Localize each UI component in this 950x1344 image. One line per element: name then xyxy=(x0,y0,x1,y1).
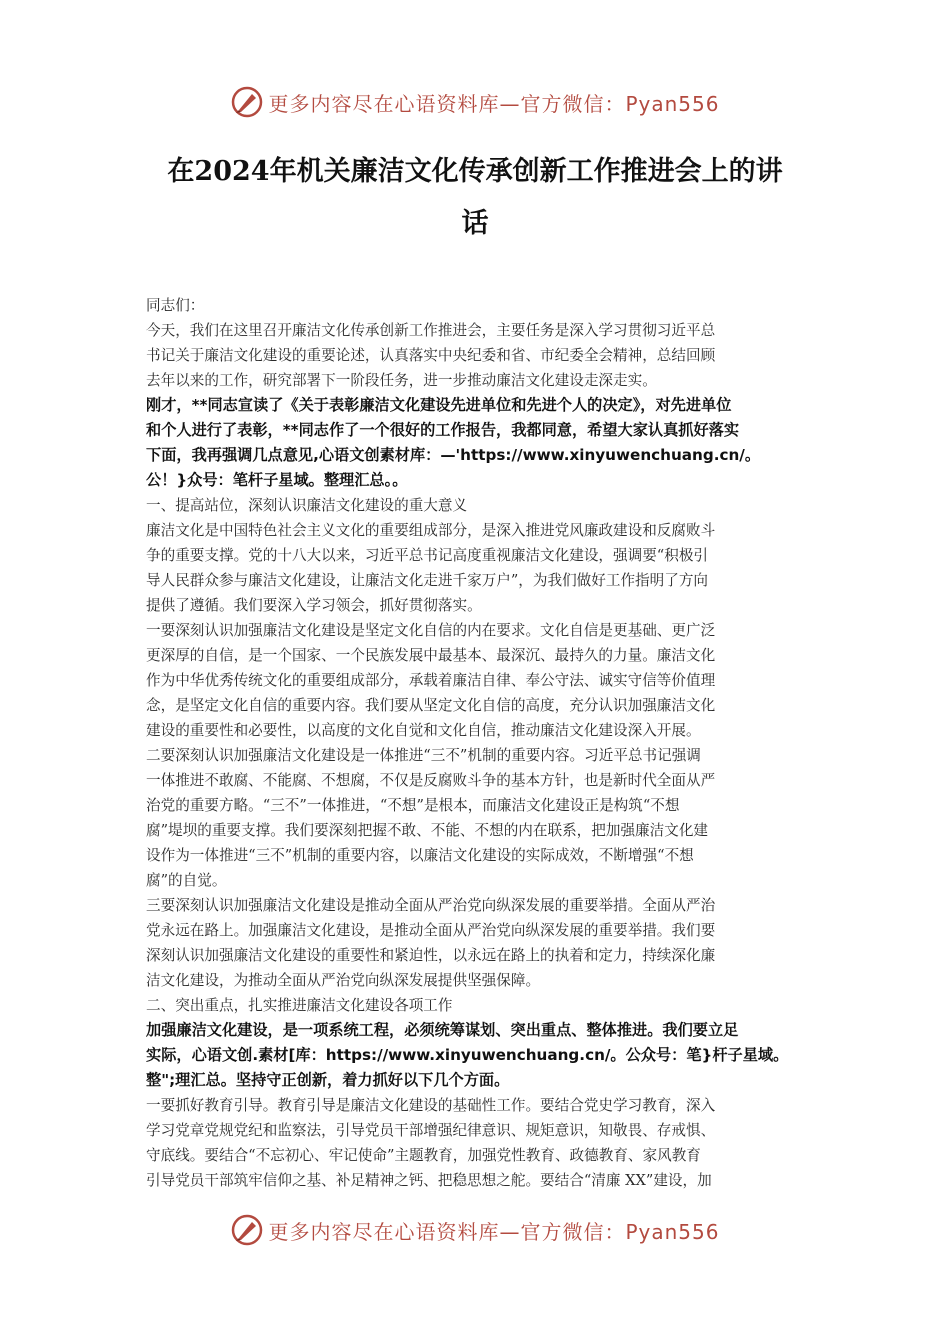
text-line: 深刻认识加强廉洁文化建设的重要性和紧迫性，以永远在路上的执着和定力，持续深化廉 xyxy=(146,947,716,964)
text-line: 党永远在路上。加强廉洁文化建设，是推动全面从严治党向纵深发展的重要举措。我们要 xyxy=(146,922,716,939)
text-line: 一要深刻认识加强廉洁文化建设是坚定文化自信的内在要求。文化自信是更基础、更广泛 xyxy=(146,622,716,639)
text-line: 一、提高站位，深刻认识廉洁文化建设的重大意义 xyxy=(146,497,468,514)
text-line: 廉洁文化是中国特色社会主义文化的重要组成部分，是深入推进党风廉政建设和反腐败斗 xyxy=(146,522,716,539)
text-line: 加强廉洁文化建设，是一项系统工程，必须统筹谋划、突出重点、整体推进。我们要立足 xyxy=(146,1021,739,1039)
text-line: 腐”堤坝的重要支撑。我们要深刻把握不敢、不能、不想的内在联系，把加强廉洁文化建 xyxy=(146,822,709,839)
pen-nib-logo-icon xyxy=(230,85,264,119)
text-line: 整";理汇总。坚持守正创新，着力抓好以下几个方面。 xyxy=(146,1071,510,1089)
text-line: 公！}众号：笔杆子星域。整理汇总。。 xyxy=(146,471,408,489)
document-body xyxy=(146,293,810,1193)
text-line: 二要深刻认识加强廉洁文化建设是一体推进“三不”机制的重要内容。习近平总书记强调 xyxy=(146,747,701,764)
text-line: 实际，心语文创.素材[库：https://www.xinyuwenchuang.cn/。公众号：笔}杆子星域。 xyxy=(146,1046,789,1064)
text-line: 念，是坚定文化自信的重要内容。我们要从坚定文化自信的高度，充分认识加强廉洁文化 xyxy=(146,697,716,714)
text-line: 去年以来的工作，研究部署下一阶段任务，进一步推动廉洁文化建设走深走实。 xyxy=(146,372,657,389)
title-line-1: 在2024年机关廉洁文化传承创新工作推进会上的讲 xyxy=(167,156,783,187)
watermark-text: 更多内容尽在心语资料库—官方微信：Pyan556 xyxy=(268,91,720,116)
pen-nib-logo-icon xyxy=(230,1213,264,1247)
text-line: 作为中华优秀传统文化的重要组成部分，承载着廉洁自律、奉公守法、诚实守信等价值理 xyxy=(146,672,716,689)
text-line: 和个人进行了表彰，**同志作了一个很好的工作报告，我都同意，希望大家认真抓好落实 xyxy=(146,421,740,439)
document-title xyxy=(120,146,830,250)
text-line: 同志们： xyxy=(146,297,205,314)
text-line: 下面，我再强调几点意见,心语文创素材库：—'https://www.xinyuwenchuang.cn/。 xyxy=(146,446,761,464)
text-line: 学习党章党规党纪和监察法，引导党员干部增强纪律意识、规矩意识，知敬畏、存戒惧、 xyxy=(146,1122,716,1139)
text-line: 一要抓好教育引导。教育引导是廉洁文化建设的基础性工作。要结合党史学习教育，深入 xyxy=(146,1097,716,1114)
text-line: 二、突出重点，扎实推进廉洁文化建设各项工作 xyxy=(146,997,453,1014)
text-line: 更深厚的自信，是一个国家、一个民族发展中最基本、最深沉、最持久的力量。廉洁文化 xyxy=(146,647,716,664)
text-line: 引导党员干部筑牢信仰之基、补足精神之钙、把稳思想之舵。要结合“清廉 XX”建设，加 xyxy=(146,1172,712,1189)
title-line-2: 话 xyxy=(461,208,489,239)
text-line: 腐”的自觉。 xyxy=(146,872,227,889)
text-line: 书记关于廉洁文化建设的重要论述，认真落实中央纪委和省、市纪委全会精神，总结回顾 xyxy=(146,347,716,364)
text-line: 一体推进不敢腐、不能腐、不想腐，不仅是反腐败斗争的基本方针，也是新时代全面从严 xyxy=(146,772,716,789)
watermark-text: 更多内容尽在心语资料库—官方微信：Pyan556 xyxy=(268,1219,720,1244)
text-line: 治党的重要方略。“三不”一体推进，“不想”是根本，而廉洁文化建设正是构筑“不想 xyxy=(146,797,680,814)
text-line: 设作为一体推进“三不”机制的重要内容，以廉洁文化建设的实际成效，不断增强“不想 xyxy=(146,847,694,864)
text-line: 今天，我们在这里召开廉洁文化传承创新工作推进会，主要任务是深入学习贯彻习近平总 xyxy=(146,322,716,339)
text-line: 守底线。要结合“不忘初心、牢记使命”主题教育，加强党性教育、政德教育、家风教育 xyxy=(146,1147,701,1164)
footer-watermark-banner xyxy=(0,1210,950,1250)
text-line: 洁文化建设，为推动全面从严治党向纵深发展提供坚强保障。 xyxy=(146,972,541,989)
header-watermark-banner xyxy=(0,82,950,122)
text-line: 提供了遵循。我们要深入学习领会，抓好贯彻落实。 xyxy=(146,597,482,614)
text-line: 导人民群众参与廉洁文化建设，让廉洁文化走进千家万户”，为我们做好工作指明了方向 xyxy=(146,572,709,589)
text-line: 建设的重要性和必要性，以高度的文化自觉和文化自信，推动廉洁文化建设深入开展。 xyxy=(146,722,701,739)
text-line: 三要深刻认识加强廉洁文化建设是推动全面从严治党向纵深发展的重要举措。全面从严治 xyxy=(146,897,716,914)
text-line: 争的重要支撑。党的十八大以来，习近平总书记高度重视廉洁文化建设，强调要“积极引 xyxy=(146,547,709,564)
text-line: 刚才，**同志宣读了《关于表彰廉洁文化建设先进单位和先进个人的决定》，对先进单位 xyxy=(146,396,732,414)
